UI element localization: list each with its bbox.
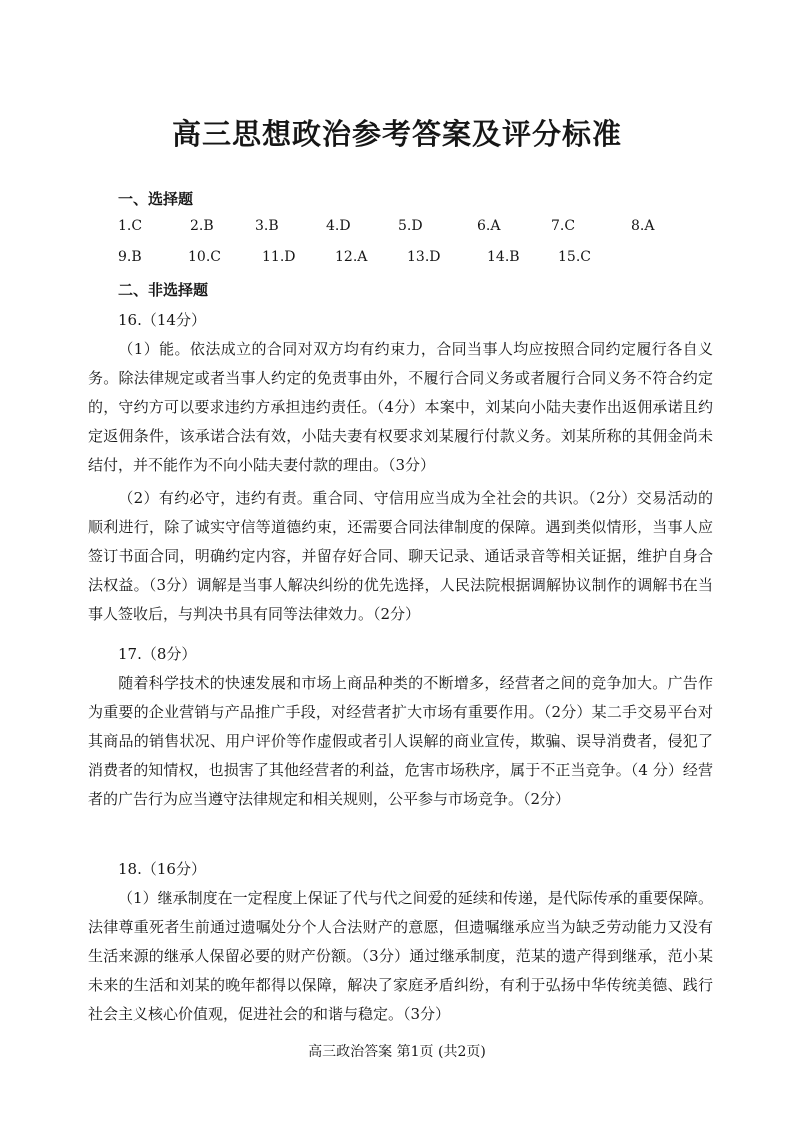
answer-item: 2.B — [190, 218, 214, 234]
paragraph-text: （1）能。依法成立的合同对双方均有约束力，合同当事人均应按照合同约定履行各自义务。除法律规定或者当事人约定的免责事由外，不履行合同义务或者履行合同义务不符合约定的，守约方可以要求违约方承担违约责任。（4分）本案中，刘某向小陆夫妻作出返佣承诺且约定返佣条件，该承诺合法有效，小陆夫妻有权要求刘某履行付款义务。刘某所称的其佣金尚未结付，并不能作为不向小陆夫妻付款的理由。（3分） — [88, 340, 713, 474]
question-16-heading: 16.（14分） — [118, 311, 206, 329]
paragraph-text: （2）有约必守，违约有责。重合同、守信用应当成为全社会的共识。（2分）交易活动的顺利进行，除了诚实守信等道德约束，还需要合同法律制度的保障。遇到类似情形，当事人应签订书面合同，明确约定内容，并留存好合同、聊天记录、通话录音等相关证据，维护自身合法权益。（3分）调解是当事人解决纠纷的优先选择，人民法院根据调解协议制作的调解书在当事人签收后，与判决书具有同等法律效力。（2分） — [88, 489, 713, 623]
question-17-heading: 17.（8分） — [118, 645, 197, 663]
question-18-answer — [88, 884, 713, 1029]
answer-item: 4.D — [326, 218, 351, 234]
paragraph-text: 随着科学技术的快速发展和市场上商品种类的不断增多，经营者之间的竞争加大。广告作为重要的企业营销与产品推广手段，对经营者扩大市场有重要作用。（2分）某二手交易平台对其商品的销售状况、用户评价等作虚假或者引人误解的商业宣传，欺骗、误导消费者，侵犯了消费者的知情权，也损害了其他经营者的利益，危害市场秩序，属于不正当竞争。（4 分）经营者的广告行为应当遵守法律规定和相关规则，公平参与市场竞争。（2分） — [88, 674, 713, 808]
answer-item: 3.B — [255, 218, 279, 234]
section-heading-multiple-choice: 一、选择题 — [118, 190, 194, 208]
answer-item: 15.C — [558, 249, 591, 265]
answer-item: 12.A — [335, 249, 368, 265]
question-18-heading: 18.（16分） — [118, 860, 206, 878]
question-16-answer-2 — [88, 484, 713, 629]
answer-item: 10.C — [188, 249, 221, 265]
question-16-answer-1 — [88, 335, 713, 480]
answer-item: 13.D — [407, 249, 441, 265]
answer-row-2 — [0, 249, 794, 271]
section-heading-non-choice: 二、非选择题 — [118, 281, 209, 299]
answer-item: 8.A — [631, 218, 655, 234]
answer-item: 1.C — [118, 218, 143, 234]
page-title: 高三思想政治参考答案及评分标准 — [171, 117, 622, 151]
answer-item: 14.B — [487, 249, 520, 265]
answer-item: 7.C — [551, 218, 576, 234]
answer-item: 6.A — [477, 218, 501, 234]
answer-item: 9.B — [118, 249, 142, 265]
question-17-answer — [88, 669, 713, 814]
answer-item: 5.D — [398, 218, 423, 234]
page-footer: 高三政治答案 第1页 (共2页) — [308, 1044, 486, 1060]
answer-row-1 — [0, 218, 794, 240]
answer-item: 11.D — [262, 249, 296, 265]
paragraph-text: （1）继承制度在一定程度上保证了代与代之间爱的延续和传递，是代际传承的重要保障。法律尊重死者生前通过遗嘱处分个人合法财产的意愿，但遗嘱继承应当为缺乏劳动能力又没有生活来源的继承人保留必要的财产份额。（3分）通过继承制度，范某的遗产得到继承，范小某未来的生活和刘某的晚年都得以保障，解决了家庭矛盾纠纷，有利于弘扬中华传统美德、践行社会主义核心价值观，促进社会的和谐与稳定。（3分） — [88, 889, 713, 1023]
